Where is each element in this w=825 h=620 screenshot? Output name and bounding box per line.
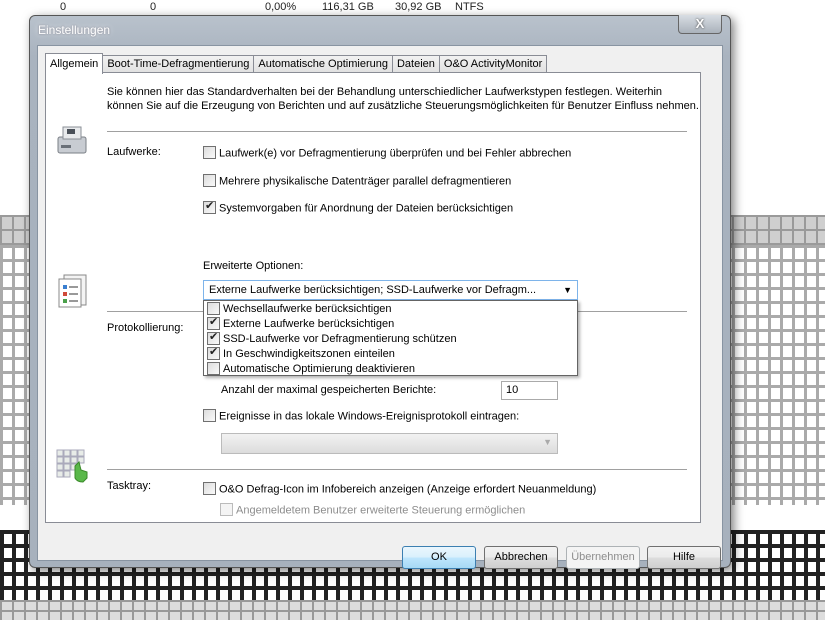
- checkbox[interactable]: [203, 409, 216, 422]
- cell: 0: [60, 1, 67, 13]
- checkbox[interactable]: [207, 332, 220, 345]
- parallel-defrag-option[interactable]: [203, 175, 511, 188]
- item-label: Automatische Optimierung deaktivieren: [223, 363, 415, 375]
- checkbox-label: Systemvorgaben für Anordnung der Dateien berücksichtigen: [219, 202, 514, 215]
- tab-allgemein[interactable]: Allgemein: [45, 53, 103, 74]
- item-label: In Geschwindigkeitszonen einteilen: [223, 348, 395, 360]
- checkbox-label: Mehrere physikalische Datenträger parallel defragmentieren: [219, 175, 512, 188]
- checkbox[interactable]: [203, 146, 216, 159]
- divider: [107, 469, 687, 470]
- tab-boot-time[interactable]: Boot-Time-Defragmentierung: [102, 55, 254, 73]
- background-pattern: [0, 600, 825, 620]
- intro-text: [107, 85, 699, 113]
- tab-automatische-optimierung[interactable]: Automatische Optimierung: [253, 55, 393, 73]
- tab-dateien[interactable]: Dateien: [392, 55, 440, 73]
- intro-line: können Sie auf die Erzeugung von Berichten und auf zusätzliche Steuerungsmöglichkeiten für Benutzer Einfluss nehmen.: [107, 100, 699, 112]
- item-label: Wechsellaufwerke berücksichtigen: [223, 303, 392, 315]
- dropdown-item-geschwindigkeitszonen[interactable]: [204, 347, 577, 362]
- tab-activity-monitor[interactable]: O&O ActivityMonitor: [439, 55, 547, 73]
- dropdown-item-ssd-schutz[interactable]: [204, 332, 577, 347]
- checkbox-label: Laufwerk(e) vor Defragmentierung überprüfen und bei Fehler abbrechen: [219, 147, 572, 160]
- checkbox[interactable]: [207, 362, 220, 375]
- tasktray-icon: [55, 448, 89, 484]
- advanced-options-combobox[interactable]: [203, 280, 578, 300]
- cell: 30,92 GB: [395, 1, 442, 13]
- item-label: Externe Laufwerke berücksichtigen: [223, 318, 395, 330]
- check-drive-option[interactable]: [203, 147, 571, 160]
- checkbox-label: O&O Defrag-Icon im Infobereich anzeigen (Anzeige erfordert Neuanmeldung): [219, 483, 597, 496]
- dialog-client: [37, 45, 723, 561]
- protokollierung-label: Protokollierung:: [107, 322, 184, 334]
- ok-button[interactable]: OK: [402, 546, 476, 569]
- max-reports-spinner[interactable]: [501, 381, 558, 400]
- checkbox-label: Ereignisse in das lokale Windows-Ereignisprotokoll eintragen:: [219, 410, 520, 423]
- intro-line: Sie können hier das Standardverhalten bei der Behandlung unterschiedlicher Laufwerkstypen festlegen. Weiterhin: [107, 86, 663, 98]
- chevron-down-icon: ▼: [563, 285, 572, 295]
- advanced-options-dropdown: [203, 300, 578, 376]
- tasktray-icon-option[interactable]: [203, 483, 596, 496]
- checkbox[interactable]: [207, 302, 220, 315]
- max-reports-label: Anzahl der maximal gespeicherten Berichte:: [221, 384, 437, 396]
- cell: 0,00%: [265, 1, 297, 13]
- combobox-value: Externe Laufwerke berücksichtigen; SSD-Laufwerke vor Defragm...: [209, 284, 537, 296]
- tab-panel-allgemein: [45, 72, 701, 523]
- dropdown-item-wechsellaufwerke[interactable]: [204, 302, 577, 317]
- checkbox-label: Angemeldetem Benutzer erweiterte Steuerung ermöglichen: [236, 504, 526, 517]
- report-icon: [55, 273, 89, 309]
- advanced-options-label: Erweiterte Optionen:: [203, 260, 304, 272]
- cancel-button[interactable]: Abbrechen: [484, 546, 558, 569]
- tasktray-label: Tasktray:: [107, 480, 152, 492]
- checkbox[interactable]: [203, 201, 216, 214]
- divider: [107, 131, 687, 132]
- close-button[interactable]: X: [678, 15, 722, 34]
- dialog-title: Einstellungen: [38, 23, 111, 37]
- laufwerke-label: Laufwerke:: [107, 146, 161, 158]
- dropdown-item-externe-laufwerke[interactable]: [204, 317, 577, 332]
- cell: 0: [150, 1, 157, 13]
- item-label: SSD-Laufwerke vor Defragmentierung schützen: [223, 333, 457, 345]
- event-log-option[interactable]: [203, 410, 519, 423]
- checkbox[interactable]: [207, 317, 220, 330]
- drive-icon: [55, 123, 89, 157]
- checkbox[interactable]: [207, 347, 220, 360]
- settings-dialog: [29, 15, 731, 568]
- cell: NTFS: [455, 1, 484, 13]
- cell: 116,31 GB: [322, 1, 374, 13]
- system-defaults-option[interactable]: [203, 202, 513, 215]
- chevron-down-icon: ▼: [543, 437, 552, 447]
- spinner-value: 10: [506, 384, 519, 396]
- dropdown-item-auto-optimierung[interactable]: [204, 362, 577, 377]
- tab-bar: [45, 53, 546, 73]
- apply-button[interactable]: Übernehmen: [566, 546, 640, 569]
- tasktray-advanced-option[interactable]: [220, 504, 525, 517]
- checkbox[interactable]: [203, 482, 216, 495]
- event-log-combobox[interactable]: [221, 433, 558, 454]
- checkbox[interactable]: [220, 503, 233, 516]
- checkbox[interactable]: [203, 174, 216, 187]
- help-button[interactable]: Hilfe: [647, 546, 721, 569]
